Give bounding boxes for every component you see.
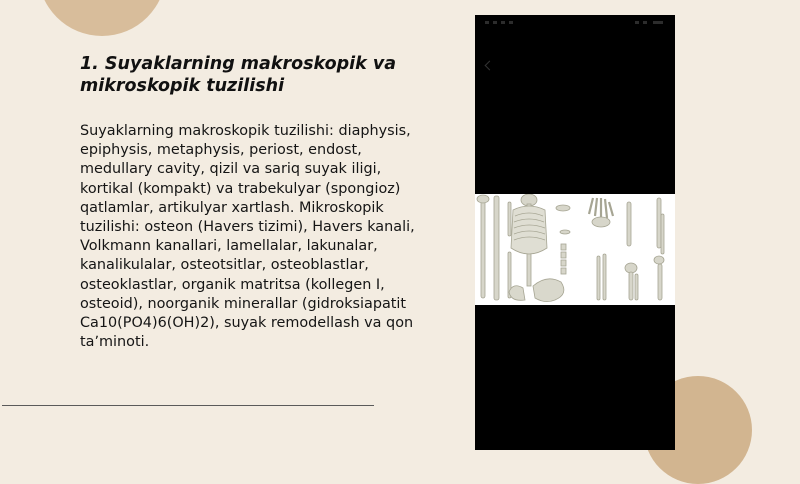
skeleton-image (475, 194, 675, 305)
slide-title: 1. Suyaklarning makroskopik va mikroskopik tuzilishi (80, 54, 397, 96)
signal-icon (635, 21, 639, 24)
status-icon (509, 21, 513, 24)
wifi-icon (643, 21, 647, 24)
battery-icon (653, 21, 663, 24)
decorative-circle-top (38, 0, 166, 36)
slide-body-text: Suyaklarning makroskopik tuzilishi: diaphysis, epiphysis, metaphysis, periost, endost, medullary cavity, qizil va sariq suyak iligi, kortikal (kompakt) va trabekulyar (spongioz) qatlamlar, artikulyar xartlash. Mikroskopik tuzilishi: osteon (Havers tizimi), Havers kanali, Volkmann kanallari, lamellalar, lakunalar, kanalikulalar, osteotsitlar, osteoblastlar, osteoklastlar, organik matritsa (kollegen I, osteoid), noorganik minerallar (gidroksiapatit Ca10(PO4)6(OH)2), suyak remodellash va qon taʼminoti. (80, 123, 415, 351)
chevron-left-icon[interactable] (485, 61, 495, 71)
status-icon (501, 21, 505, 24)
phone-screenshot (475, 15, 675, 450)
status-icon (493, 21, 497, 24)
status-bar (475, 15, 675, 31)
skeleton-illustration (475, 194, 675, 305)
horizontal-divider (2, 405, 374, 406)
status-icon (485, 21, 489, 24)
